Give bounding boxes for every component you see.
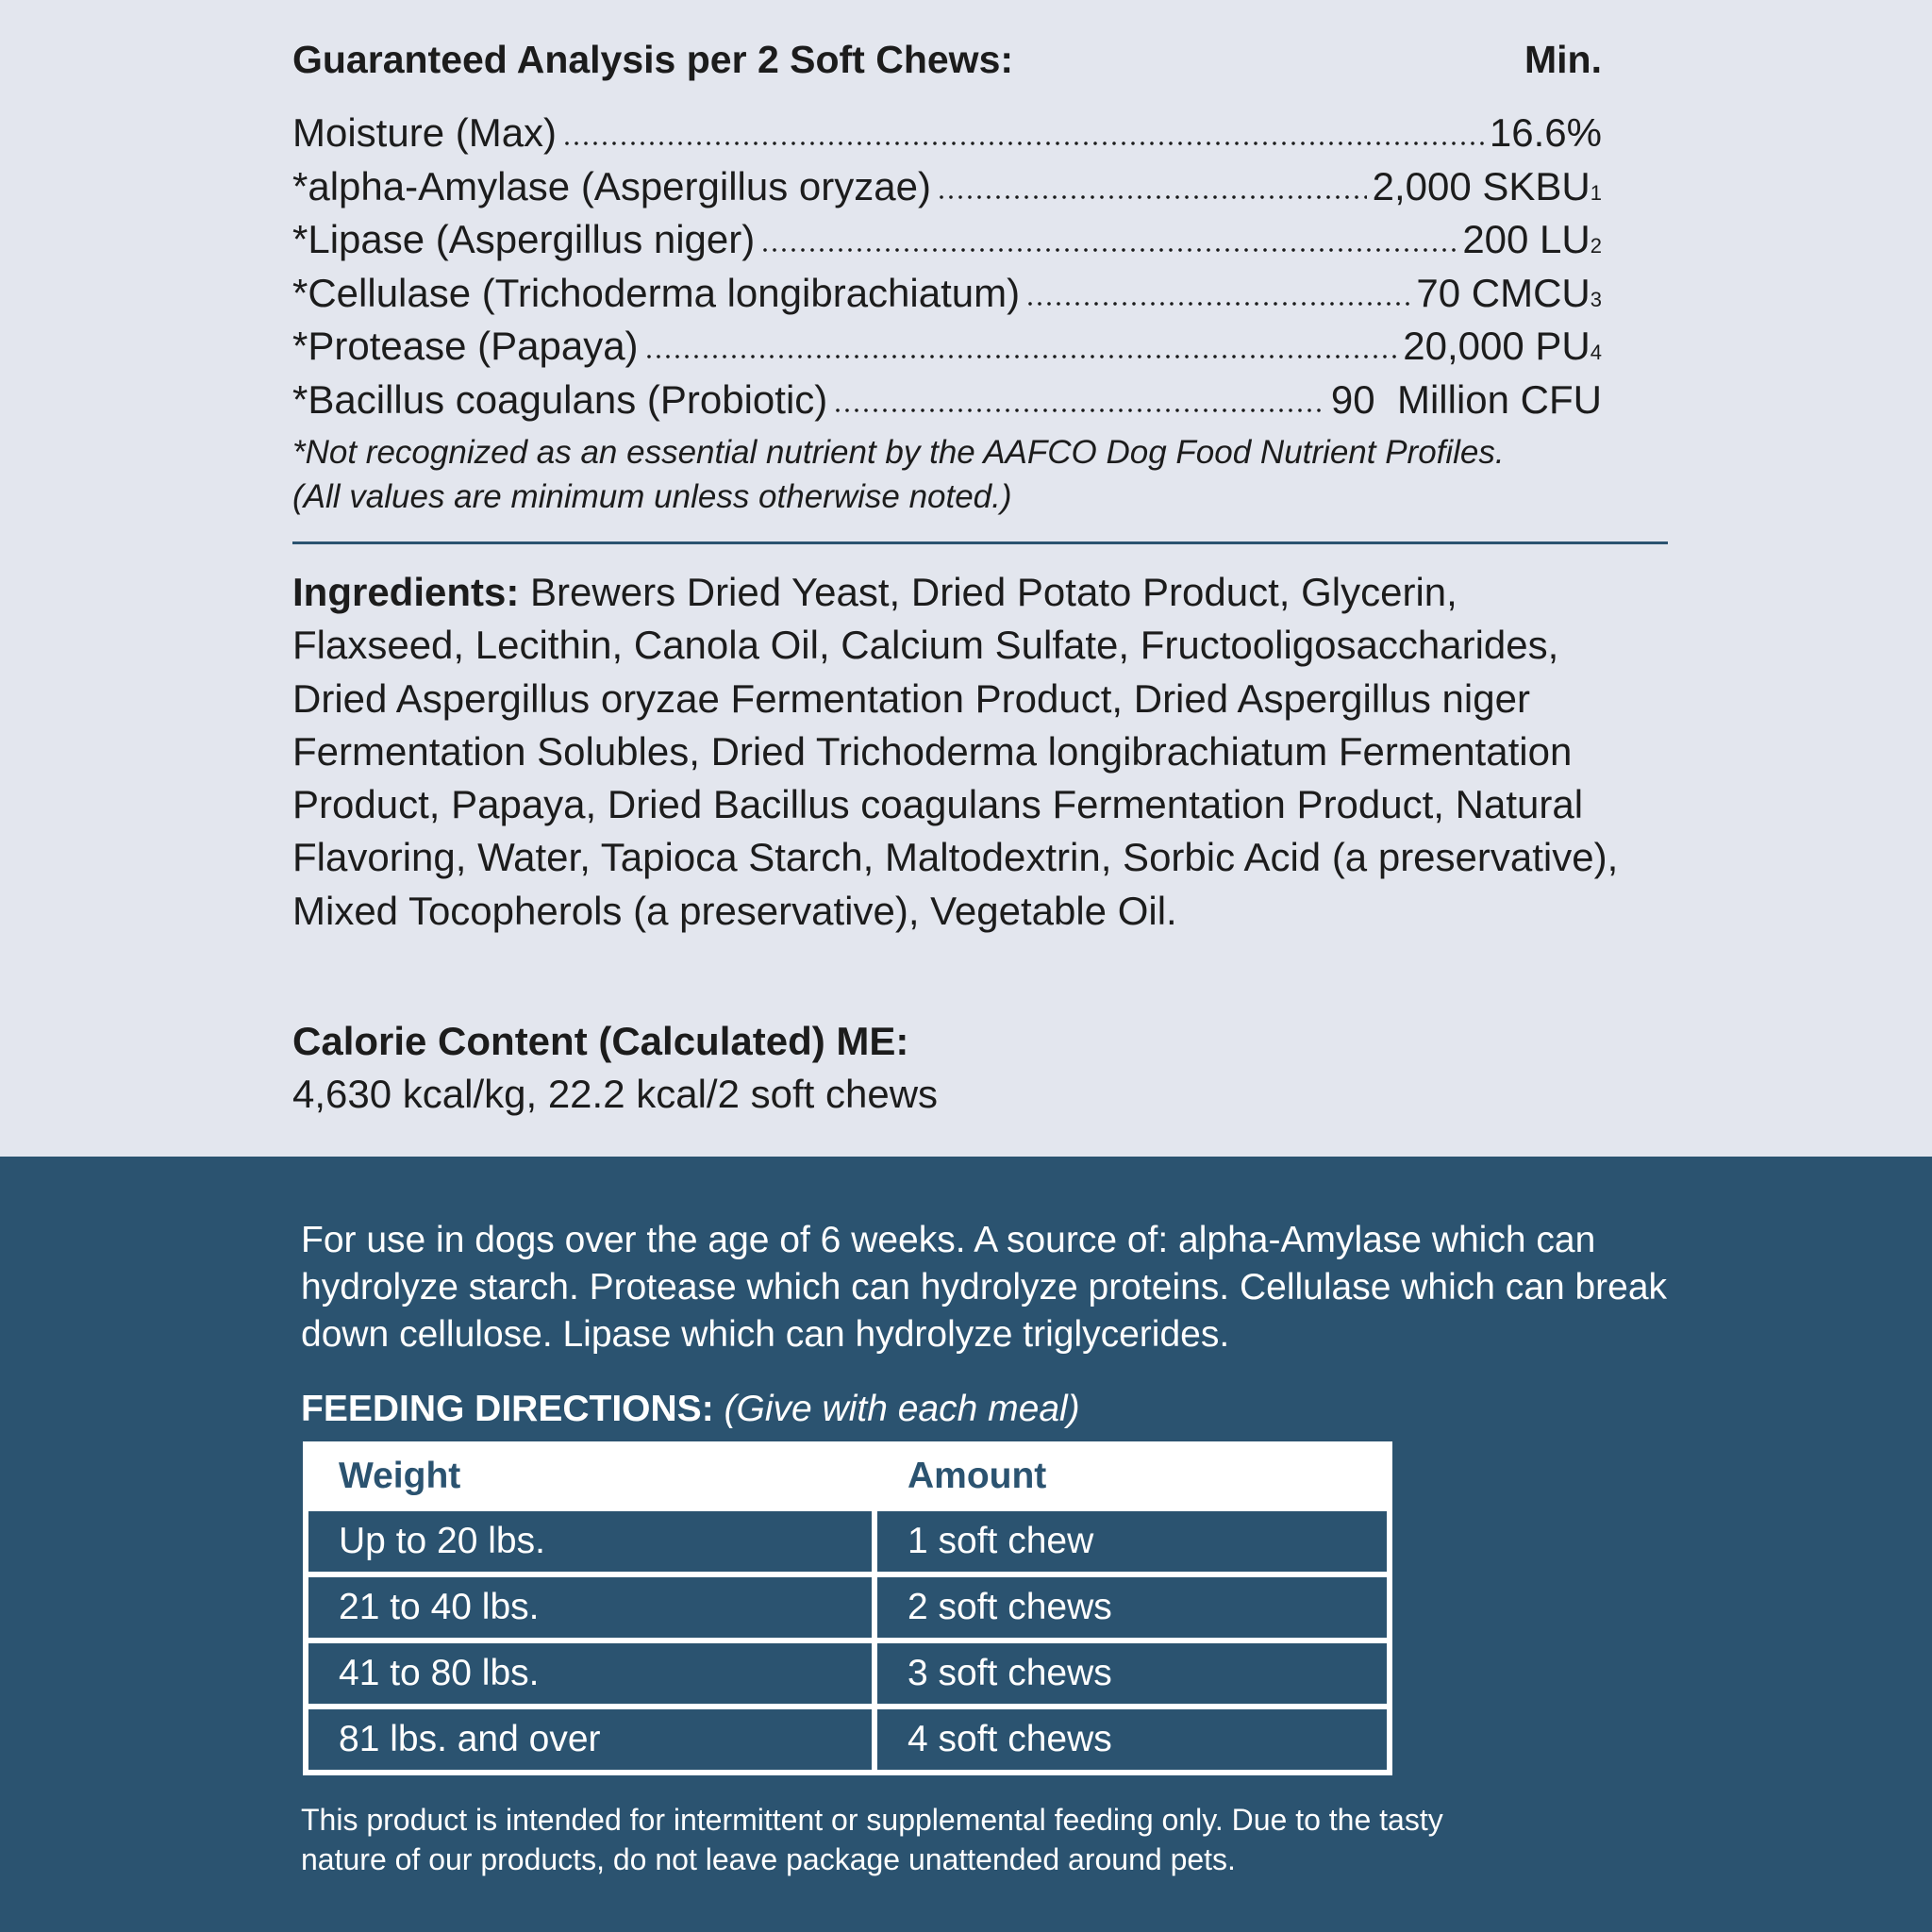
disclaimer-line: This product is intended for intermittent or supplemental feeding only. Due to the tasty [301, 1803, 1443, 1837]
analysis-row [292, 324, 1602, 377]
table-row [308, 1643, 1387, 1704]
table-row [308, 1511, 1387, 1572]
analysis-row [292, 110, 1602, 164]
analysis-label: *alpha-Amylase (Aspergillus oryzae) [292, 163, 931, 208]
table-header-row [308, 1447, 1387, 1506]
feeding-title: FEEDING DIRECTIONS: [301, 1389, 714, 1429]
footnote-marker: 3 [1590, 287, 1602, 311]
footnote-marker: 1 [1590, 180, 1602, 205]
calorie-content [292, 1015, 938, 1121]
amount-cell: 3 soft chews [877, 1643, 1387, 1704]
dot-leader [1025, 301, 1410, 307]
analysis-note [292, 430, 1505, 519]
weight-cell: 81 lbs. and over [308, 1709, 872, 1770]
min-column-label: Min. [1524, 38, 1602, 81]
weight-cell: 21 to 40 lbs. [308, 1577, 872, 1638]
analysis-value: 20,000 PU [1403, 324, 1591, 368]
note-line: (All values are minimum unless otherwise noted.) [292, 478, 1012, 515]
header-weight: Weight [308, 1447, 872, 1506]
analysis-row [292, 377, 1602, 431]
analysis-value: 200 LU [1462, 217, 1591, 261]
footnote-marker: 2 [1590, 234, 1602, 258]
ingredients-label: Ingredients: [292, 570, 520, 614]
guaranteed-analysis-title: Guaranteed Analysis per 2 Soft Chews: [292, 38, 1014, 81]
feeding-table [303, 1441, 1392, 1775]
table-row [308, 1709, 1387, 1770]
analysis-value: 70 CMCU [1416, 270, 1591, 315]
feeding-subtitle: (Give with each meal) [724, 1389, 1080, 1429]
footnote-marker: 4 [1590, 341, 1602, 364]
analysis-label: *Bacillus coagulans (Probiotic) [292, 376, 828, 422]
analysis-label: Moisture (Max) [292, 110, 558, 155]
weight-cell: 41 to 80 lbs. [308, 1643, 872, 1704]
calorie-label: Calorie Content (Calculated) ME: [292, 1019, 909, 1063]
analysis-value: 16.6% [1489, 110, 1602, 155]
disclaimer-line: nature of our products, do not leave package unattended around pets. [301, 1842, 1236, 1876]
ingredients-paragraph [292, 566, 1632, 938]
analysis-row [292, 164, 1602, 218]
dot-leader [760, 247, 1457, 253]
table-row [308, 1577, 1387, 1638]
feeding-directions-heading [301, 1389, 1080, 1430]
analysis-label: *Protease (Papaya) [292, 324, 639, 368]
header-amount: Amount [877, 1447, 1387, 1506]
directions-section [0, 1157, 1932, 1932]
dot-leader [644, 354, 1398, 359]
analysis-label: *Cellulase (Trichoderma longibrachiatum) [292, 270, 1021, 315]
dot-leader [562, 141, 1484, 146]
amount-cell: 1 soft chew [877, 1511, 1387, 1572]
analysis-value: 90 Million CFU [1330, 376, 1602, 422]
dot-leader [937, 194, 1367, 200]
ingredients-text: Brewers Dried Yeast, Dried Potato Product, Glycerin, Flaxseed, Lecithin, Canola Oil, Calcium Sulfate, Fructooligosaccharides, Dried Aspergillus oryzae Fermentation Product, Dried Aspergillus niger Fermentation Solubles, Dried Trichoderma longibrachiatum Fermentation Product, Papaya, Dried Bacillus coagulans Fermentation Product, Natural Flavoring, Water, Tapioca Starch, Maltodextrin, Sorbic Acid (a preservative), Mixed Tocopherols (a preservative), Vegetable Oil. [292, 570, 1619, 933]
analysis-row [292, 217, 1602, 271]
weight-cell: Up to 20 lbs. [308, 1511, 872, 1572]
dot-leader [833, 408, 1325, 413]
usage-text: For use in dogs over the age of 6 weeks. A source of: alpha-Amylase which can hydrolyze starch. Protease which can hydrolyze proteins. Cellulase which can break down cellulose. Lipase which can hydrolyze triglycerides. [301, 1220, 1668, 1355]
guaranteed-analysis-header [292, 38, 1602, 82]
analysis-row [292, 271, 1602, 325]
section-divider [292, 541, 1668, 544]
analysis-value: 2,000 SKBU [1372, 163, 1591, 208]
analysis-label: *Lipase (Aspergillus niger) [292, 217, 756, 261]
note-line: *Not recognized as an essential nutrient by the AAFCO Dog Food Nutrient Profiles. [292, 434, 1505, 471]
disclaimer [301, 1800, 1443, 1879]
calorie-value: 4,630 kcal/kg, 22.2 kcal/2 soft chews [292, 1072, 939, 1116]
amount-cell: 4 soft chews [877, 1709, 1387, 1770]
amount-cell: 2 soft chews [877, 1577, 1387, 1638]
analysis-rows [292, 110, 1602, 430]
